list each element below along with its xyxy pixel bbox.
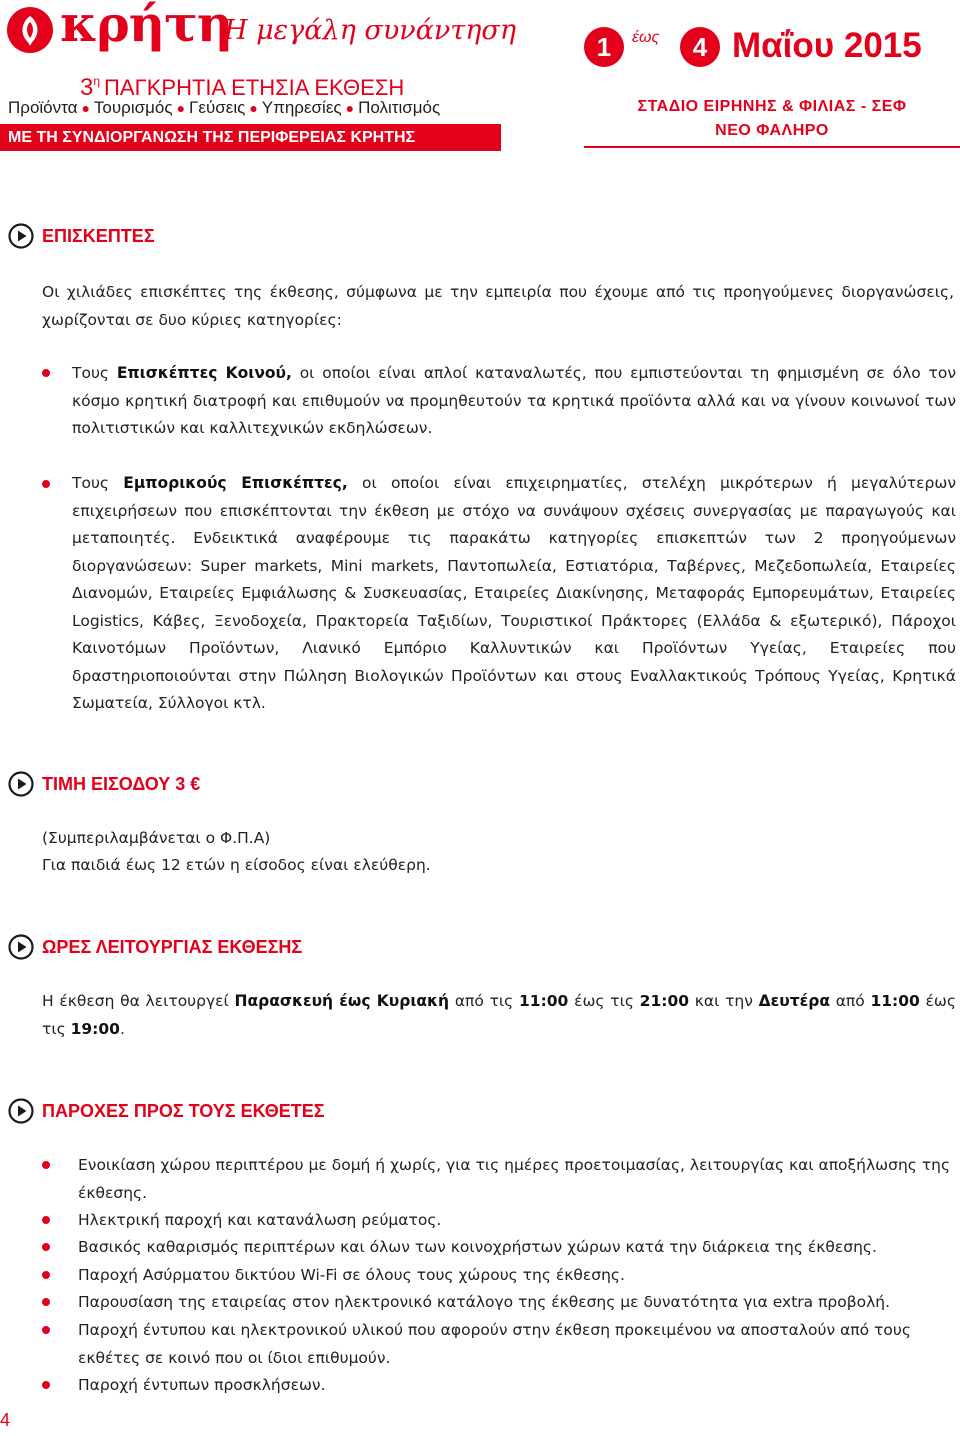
edition-number: 3 [80, 74, 94, 101]
logo-emblem-icon [6, 6, 54, 54]
bullet-icon [42, 1243, 50, 1251]
date-end-badge: 4 [680, 27, 720, 67]
bullet-icon [42, 1326, 50, 1334]
bullet-icon [42, 1298, 50, 1306]
bullet-icon: ● [81, 100, 90, 116]
bullet-icon: ● [345, 100, 355, 116]
category-item: Γεύσεις [189, 98, 246, 117]
visitors-bullet-public: Τους Επισκέπτες Κοινού, οι οποίοι είναι απλοί καταναλωτές, που εμπιστεύονται τη φημισμένη σε όλο τον κόσμο κρητική διατροφή και επιθυμούν να προμηθευτούν τα κρητικά προϊόντα αλλά και να γίνουν κοινωνοί των πολιτιστικών και καλλιτεχνικών εκδηλώσεων. [72, 364, 956, 437]
bullet-icon [42, 369, 50, 377]
visitors-bullet-trade: Τους Εμπορικούς Επισκέπτες, οι οποίοι είναι επιχειρηματίες, στελέχη μικρότερων ή μεγαλύτερων επιχειρήσεων που επισκέπτονται την έκθεση με στόχο να συνάψουν σχέσεις συνεργασίας με παραγωγούς και μεταποιητές. Ενδεικτικά αναφέρουμε τις παρακάτω κατηγορίες επισκεπτών των 2 προηγούμενων διοργανώσεων: Super markets, Mini markets, Παντοπωλεία, Εστιατόρια, Ταβέρνες, Μεζεδοπωλεία, Εταιρείες Διανομών, Εταιρείες Εμφιάλωσης & Συσκευασίας, Εταιρείες Διακίνησης, Μεταφοράς Εμπορευμάτων, Εταιρείες Logistics, Κάβες, Ξενοδοχεία, Πρακτορεία Ταξιδίων, Τουριστικοί Πράκτορες (Ελλάδα & εξωτερικό), Πάροχοι Καινοτόμων Προϊόντων, Λιανικό Εμπόριο Καλλυντικών και Προϊόντων Υγείας, Εταιρείες που δραστηριοποιούνται στην Πώληση Βιολογικών Προϊόντων και στους Εναλλακτικούς Τρόπους Υγείας, Κρητικά Σωματεία, Σύλλογοι κτλ. [72, 474, 956, 712]
play-arrow-icon [8, 771, 34, 797]
section-title-visitors: ΕΠΙΣΚΕΠΤΕΣ [42, 226, 155, 246]
price-vat-note: (Συμπεριλαμβάνεται ο Φ.Π.Α) [42, 829, 271, 847]
date-start-badge: 1 [584, 27, 624, 67]
category-item: Τουρισμός [93, 98, 173, 117]
section-title-services: ΠΑΡΟΧΕΣ ΠΡΟΣ ΤΟΥΣ ΕΚΘΕΤΕΣ [42, 1101, 325, 1121]
services-item: Παροχή έντυπου και ηλεκτρονικού υλικού που αφορούν στην έκθεση προκειμένου να αποσταλούν από τους εκθέτες σε κοινό που οι ίδιοι επιθυμούν. [78, 1321, 911, 1367]
services-item: Παρουσίαση της εταιρείας στον ηλεκτρονικό κατάλογο της έκθεσης με δυνατότητα για extra προβολή. [78, 1293, 891, 1311]
logo-wordmark: κρήτη [60, 0, 233, 53]
date-month-year: Μαΐου 2015 [732, 26, 922, 65]
services-item: Ηλεκτρική παροχή και κατανάλωση ρεύματος. [78, 1211, 442, 1229]
bullet-icon [42, 1216, 50, 1224]
category-list [8, 96, 440, 120]
visitors-bullet-public-bold: Επισκέπτες Κοινού, [116, 364, 292, 382]
price-children-note: Για παιδιά έως 12 ετών η είσοδος είναι ελεύθερη. [42, 856, 431, 874]
date-until-label: έως [632, 29, 660, 46]
edition-text: ΠΑΓΚΡΗΤΙΑ ΕΤΗΣΙΑ ΕΚΘΕΣΗ [104, 75, 405, 100]
bullet-icon: ● [249, 100, 258, 116]
services-item: Βασικός καθαρισμός περιπτέρων και όλων των κοινοχρήστων χώρων κατά την διάρκεια της έκθεσης. [78, 1238, 877, 1256]
visitors-intro: Οι χιλιάδες επισκέπτες της έκθεσης, σύμφωνα με την εμπειρία που έχουμε από τις προηγούμενες διοργανώσεις, χωρίζονται σε δυο κύριες κατηγορίες: [42, 283, 954, 329]
page-number: 4 [0, 1410, 11, 1430]
play-arrow-icon [8, 223, 34, 249]
bullet-icon [42, 1271, 50, 1279]
category-item: Υπηρεσίες [261, 98, 342, 117]
play-arrow-icon [8, 934, 34, 960]
play-arrow-icon [8, 1098, 34, 1124]
services-item: Παροχή Ασύρματου δικτύου Wi-Fi σε όλους τους χώρους της έκθεσης. [78, 1266, 625, 1284]
category-item: Προϊόντα [8, 98, 78, 117]
venue-name: ΣΤΑΔΙΟ ΕΙΡΗΝΗΣ & ΦΙΛΙΑΣ - ΣΕΦ [637, 98, 907, 115]
venue-divider [584, 146, 960, 148]
visitors-bullet-trade-bold: Εμπορικούς Επισκέπτες, [123, 474, 348, 492]
bullet-icon [42, 480, 50, 488]
services-item: Ενοικίαση χώρου περιπτέρου με δομή ή χωρίς, για τις ημέρες προετοιμασίας, λειτουργίας και αποξήλωσης της έκθεσης. [78, 1156, 951, 1202]
venue-location: ΝΕΟ ΦΑΛΗΡΟ [715, 122, 829, 139]
edition-ordinal: η [93, 74, 101, 88]
category-item: Πολιτισμός [358, 98, 441, 117]
services-item: Παροχή έντυπων προσκλήσεων. [78, 1376, 326, 1394]
bullet-icon [42, 1381, 50, 1389]
section-title-hours: ΩΡΕΣ ΛΕΙΤΟΥΡΓΙΑΣ ΕΚΘΕΣΗΣ [42, 937, 303, 957]
section-title-price: ΤΙΜΗ ΕΙΣΟΔΟΥ 3 € [42, 774, 201, 794]
bullet-icon: ● [176, 100, 186, 116]
co-organizer-banner: ΜΕ ΤΗ ΣΥΝΔΙΟΡΓΑΝΩΣΗ ΤΗΣ ΠΕΡΙΦΕΡΕΙΑΣ ΚΡΗΤΗΣ [0, 124, 501, 151]
logo-tagline: Η μεγάλη συνάντηση [224, 15, 517, 46]
bullet-icon [42, 1161, 50, 1169]
hours-text: Η έκθεση θα λειτουργεί Παρασκευή έως Κυριακή από τις 11:00 έως τις 21:00 και την Δευτέρα από 11:00 έως τις 19:00. [42, 992, 957, 1038]
